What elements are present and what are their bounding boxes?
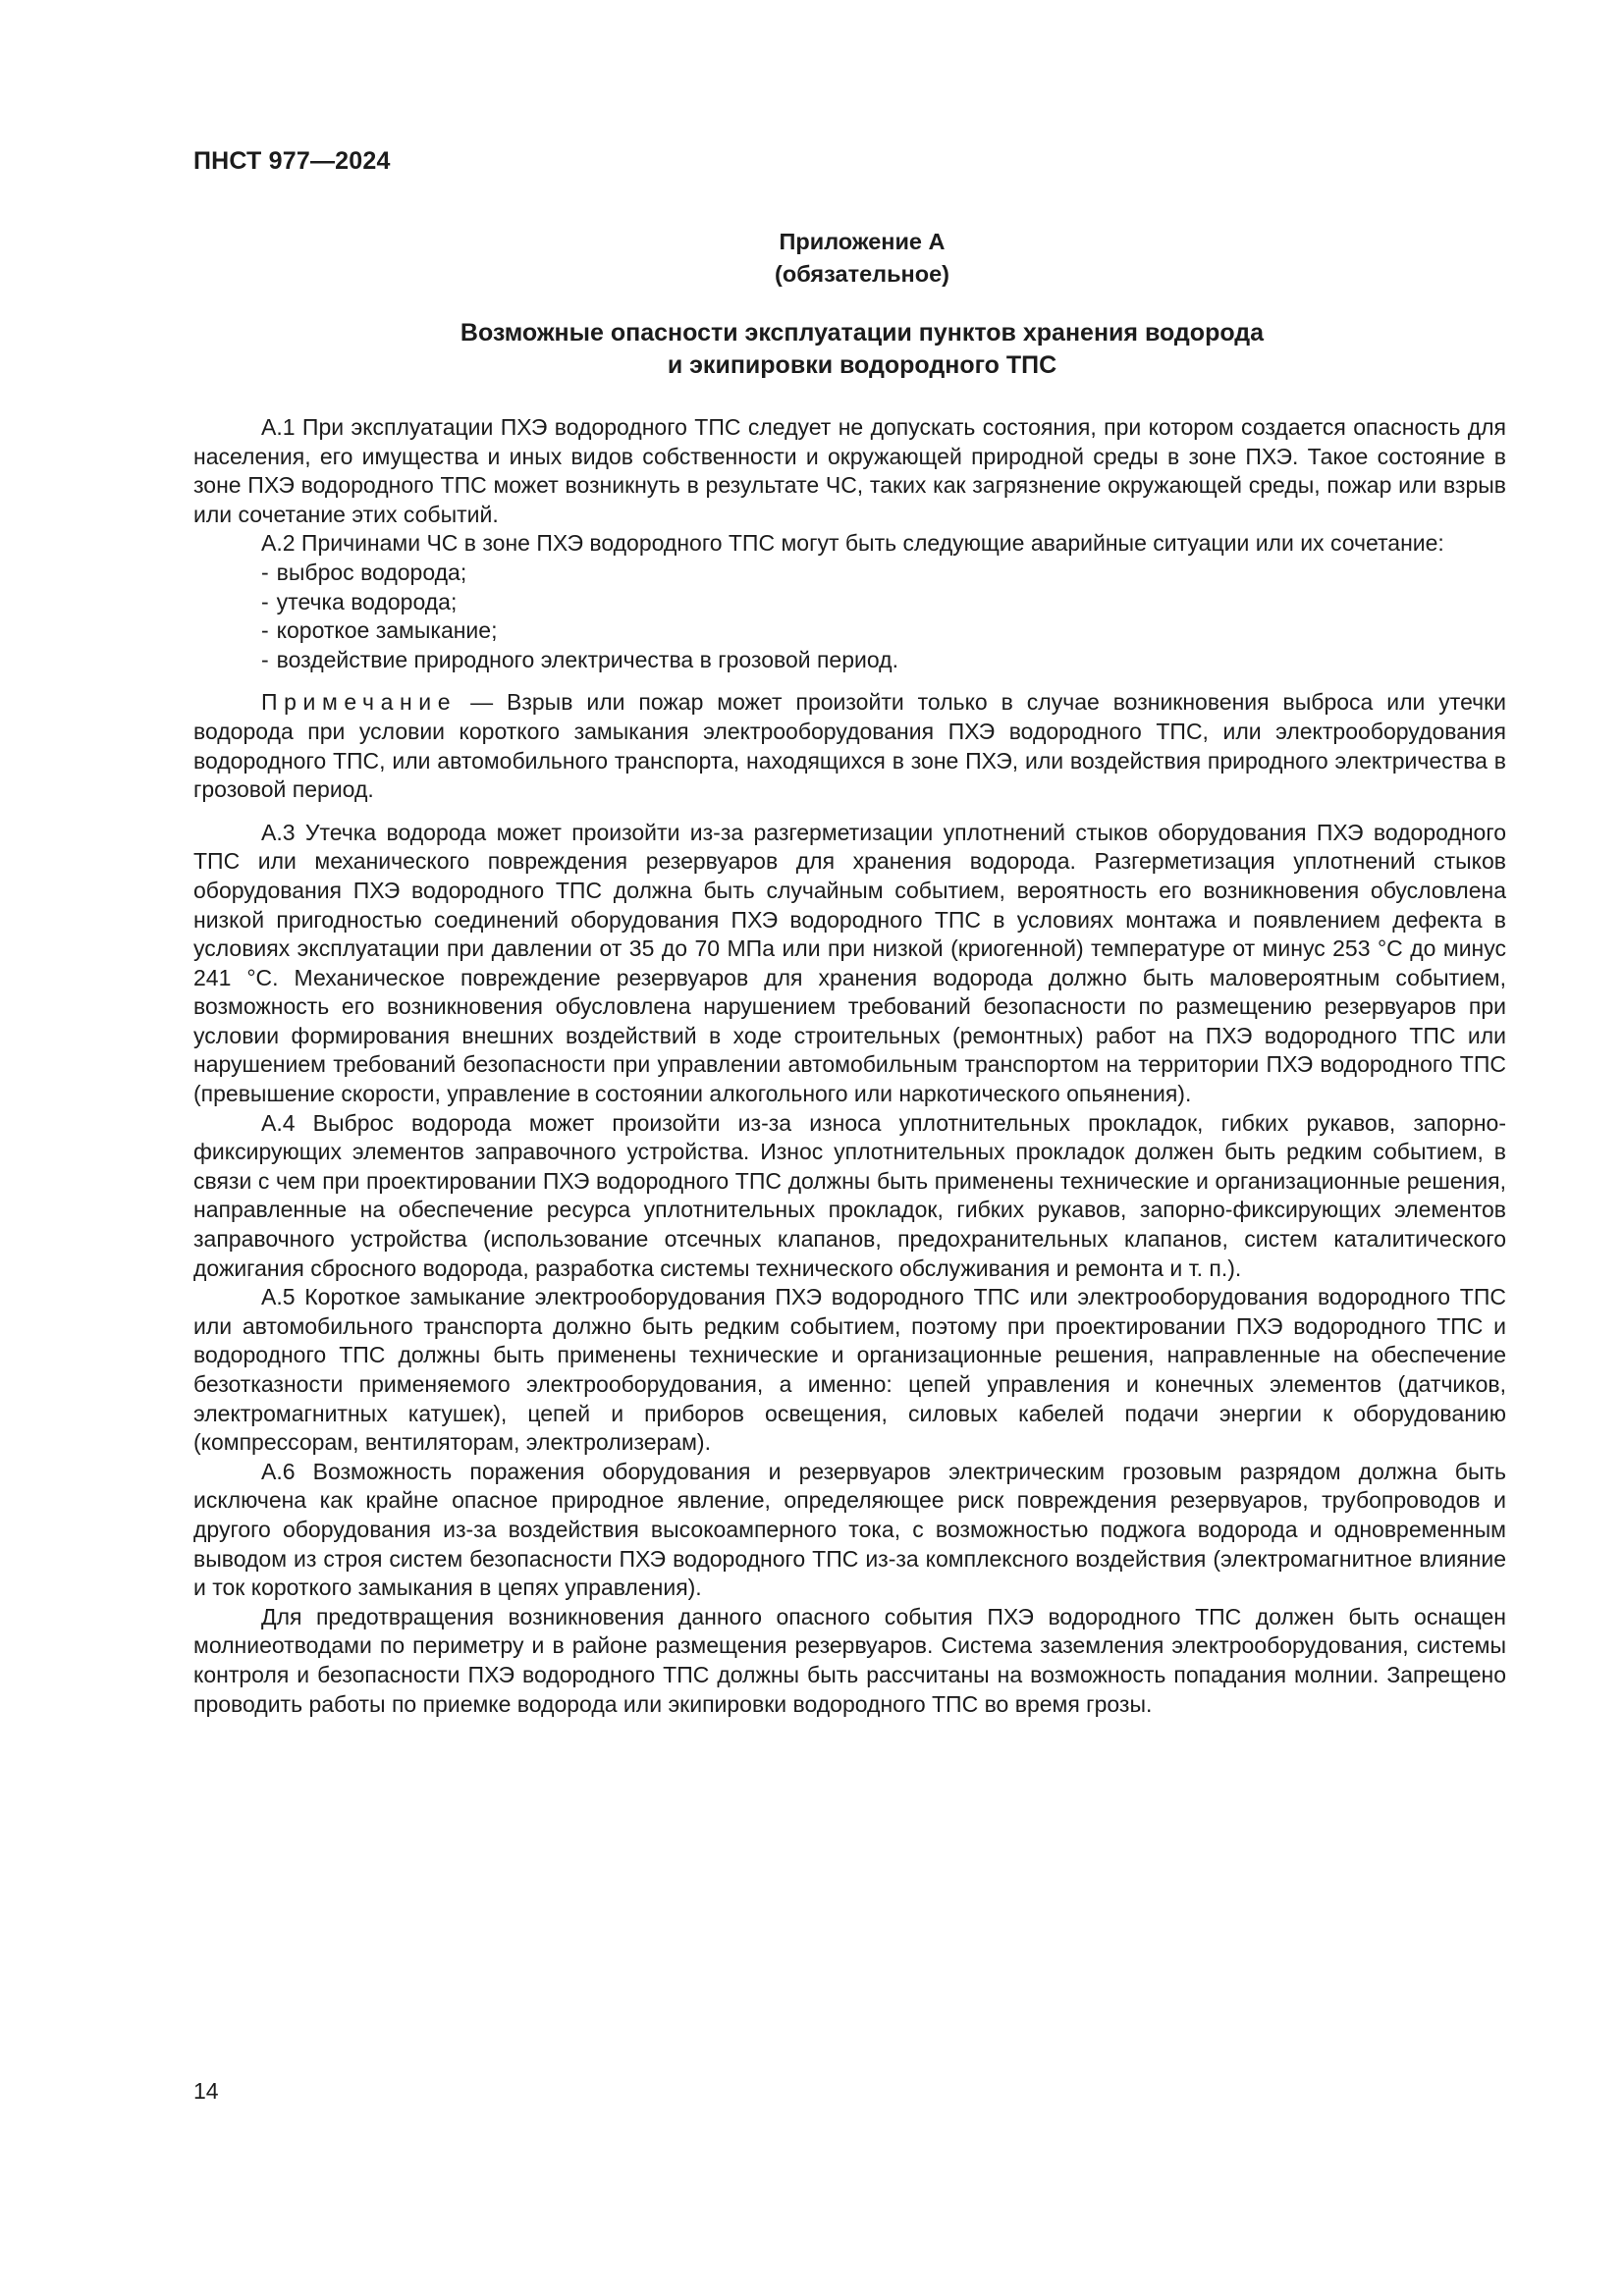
list-item: - выброс водорода; [261, 559, 467, 585]
note-label: Примечание [261, 689, 458, 716]
list-item: - воздействие природного электричества в грозовой период. [261, 646, 898, 672]
paragraph-a3: А.3 Утечка водорода может произойти из-за разгерметизации уплотнений стыков оборудования ПХЭ водородного ТПС или механического повреждения резервуаров для хранения водорода. Разгерметизация уплотнений стыков оборудования ПХЭ водородного ТПС должна быть случайным событием, вероятность его возникновения обусловлена низкой пригодностью соединений оборудования ПХЭ водородного ТПС в условиях монтажа и появлением дефекта в условиях эксплуатации при давлении от 35 до 70 МПа или при низкой (криогенной) температуре от минус 253 °С до минус 241 °С. Механическое повреждение резервуаров для хранения водорода должно быть маловероятным событием, возможность его возникновения обусловлена нарушением требований безопасности по размещению резервуаров при условии формирования внешних воздействий в ходе строительных (ремонтных) работ на ПХЭ водородного ТПС или нарушением требований безопасности при управлении автомобильным транспортом на территории ПХЭ водородного ТПС (превышение скорости, управление в состоянии алкогольного или наркотического опьянения). [193, 819, 1506, 1107]
appendix-title-line-2: и экипировки водородного ТПС [667, 351, 1057, 379]
list-item: - короткое замыкание; [261, 617, 498, 644]
note-text: — Взрыв или пожар может произойти только в случае возникновения выброса или утечки водорода при условии короткого замыкания электрооборудования ПХЭ водородного ТПС, или электрооборудования водородного ТПС, или автомобильного транспорта, находящихся в зоне ПХЭ, или воздействия природного электричества в грозовой период. [193, 689, 1507, 803]
document-body [193, 413, 1506, 1719]
appendix-heading [193, 226, 1531, 291]
list-item-text: выброс водорода; [276, 559, 467, 585]
paragraph-a6: А.6 Возможность поражения оборудования и резервуаров электрическим грозовым разрядом должна быть исключена как крайне опасное природное явление, определяющее риск повреждения резервуаров, трубопроводов и другого оборудования из-за воздействия высокоамперного тока, с возможностью поджога водорода и одновременным выводом из строя систем безопасности ПХЭ водородного ТПС из-за комплексного воздействия (электромагнитное влияние и ток короткого замыкания в цепях управления). [193, 1458, 1506, 1601]
paragraph-a4: А.4 Выброс водорода может произойти из-за износа уплотнительных прокладок, гибких рукавов, запорно-фиксирующих элементов заправочного устройства. Износ уплотнительных прокладок должен быть редким событием, в связи с чем при проектировании ПХЭ водородного ТПС должны быть применены технические и организационные решения, направленные на обеспечение ресурса уплотнительных прокладок, гибких рукавов, запорно-фиксирующих элементов заправочного устройства (использование отсечных клапанов, предохранительных клапанов, систем каталитического дожигания сбросного водорода, разработка системы технического обслуживания и ремонта и т. п.). [193, 1109, 1506, 1281]
page-number: 14 [193, 2078, 219, 2104]
document-code: ПНСТ 977—2024 [193, 147, 391, 175]
paragraph-a1: А.1 При эксплуатации ПХЭ водородного ТПС следует не допускать состояния, при котором создается опасность для населения, его имущества и иных видов собственности и окружающей природной среды в зоне ПХЭ. Такое состояние в зоне ПХЭ водородного ТПС может возникнуть в результате ЧС, таких как загрязнение окружающей среды, пожар или взрыв или сочетание этих событий. [193, 414, 1506, 527]
appendix-title-line-1: Возможные опасности эксплуатации пунктов хранения водорода [460, 319, 1265, 347]
list-item: - утечка водорода; [261, 588, 458, 614]
paragraph-a6-continuation: Для предотвращения возникновения данного опасного события ПХЭ водородного ТПС должен быть оснащен молниеотводами по периметру и в районе размещения резервуаров. Система заземления электрооборудования, системы контроля и безопасности ПХЭ водородного ТПС должны быть рассчитаны на возможность попадания молнии. Запрещено проводить работы по приемке водорода или экипировки водородного ТПС во время грозы. [193, 1603, 1506, 1717]
appendix-status: (обязательное) [775, 261, 949, 287]
list-item-text: короткое замыкание; [276, 617, 498, 644]
list-item-text: воздействие природного электричества в грозовой период. [276, 646, 898, 672]
note-paragraph [193, 688, 1506, 804]
hazard-list [193, 559, 1506, 674]
list-item-text: утечка водорода; [276, 588, 458, 614]
paragraph-a2: А.2 Причинами ЧС в зоне ПХЭ водородного ТПС могут быть следующие аварийные ситуации или их сочетание: [261, 530, 1444, 557]
paragraph-a5: А.5 Короткое замыкание электрооборудования ПХЭ водородного ТПС или электрооборудования водородного ТПС или автомобильного транспорта должно быть редким событием, поэтому при проектировании ПХЭ водородного ТПС и водородного ТПС должны быть применены технические и организационные решения, направленные на обеспечение безотказности применяемого электрооборудования, а именно: цепей управления и конечных элементов (датчиков, электромагнитных катушек), цепей и приборов освещения, силовых кабелей подачи энергии к оборудованию (компрессорам, вентиляторам, электролизерам). [193, 1284, 1506, 1456]
appendix-label: Приложение А [779, 229, 946, 254]
appendix-title [193, 317, 1531, 382]
